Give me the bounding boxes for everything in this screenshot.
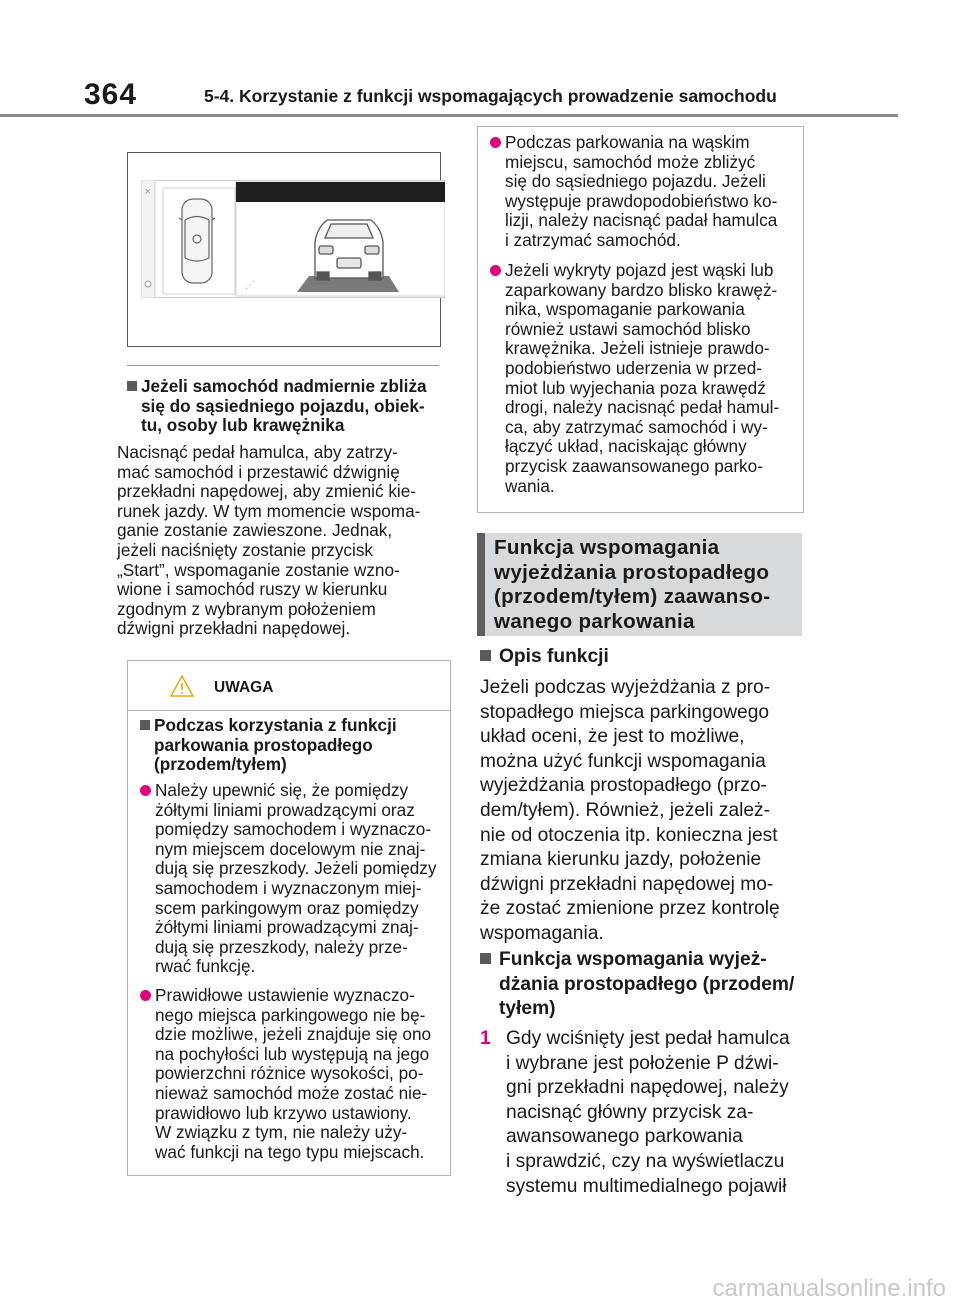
- note-bullet-1: Podczas parkowania na wąskim miejscu, samochód może zbliżyć się do sąsiedniego pojazdu. Jeżeli występuje prawdopodobieństwo ko- lizji, należy nacisnąć padał hamulca i zatrzymać samochód.: [490, 133, 800, 251]
- watermark: carmanualsonline.info: [712, 1275, 946, 1302]
- note-box: [477, 126, 804, 513]
- step-1: 1 Gdy wciśnięty jest pedał hamulca i wybrane jest położenie P dźwi- gni przekładni napędowej, należy nacisnąć główny przycisk za- awansowanego parkowania i sprawdzić, czy na wyświetlaczu systemu multimedialnego pojawił: [480, 1028, 790, 1197]
- caution-label: UWAGA: [214, 679, 274, 696]
- section-divider: [127, 365, 439, 366]
- square-bullet-icon: [140, 720, 150, 730]
- subheading-description: Opis funkcji: [480, 645, 810, 670]
- warning-triangle-icon: [170, 675, 194, 697]
- page-number: 364: [84, 78, 138, 111]
- caution-header: [128, 661, 450, 711]
- header-rule: [0, 114, 898, 117]
- step-number: 1: [480, 1028, 491, 1049]
- section-header: [477, 533, 802, 636]
- note-bullet-2: Jeżeli wykryty pojazd jest wąski lub zaparkowany bardzo blisko krawęż- nika, wspomaganie parkowania również ustawi samochód blisko krawężnika. Jeżeli istnieje prawdo- podobieństwo uderzenia w przed- miot lub wyjechania poza krawędź drogi, należy nacisnąć pedał hamul- ca, aby zatrzymać samochód i wy- łączyć układ, naciskając główny przycisk zaawansowanego parko- wania.: [490, 261, 800, 496]
- caution-bullet-1: Należy upewnić się, że pomiędzy żółtymi liniami prowadzącymi oraz pomiędzy samochodem i wyznaczo- nym miejscem docelowym nie znaj- dują się przeszkody. Jeżeli pomiędzy samochodem i wyznaczonym miej- scem parkingowym oraz pomiędzy żółtymi liniami prowadzącymi znaj- dują się przeszkody, należy prze- rwać funkcję.: [140, 781, 448, 977]
- square-bullet-icon: [480, 650, 491, 661]
- caution-bullet-2: Prawidłowe ustawienie wyznaczo- nego miejsca parkingowego nie bę- dzie możliwe, jeżeli znajduje się ono na pochyłości lub występują na jego powierzchni różnice wysokości, po- nieważ samochód może zostać nie- prawidłowo lub krzywo ustawiony. W związku z tym, nie należy uży- wać funkcji na tego typu miejscach.: [140, 986, 448, 1162]
- parking-screen-illustration: [141, 180, 445, 298]
- pink-bullet-icon: [490, 265, 501, 276]
- section-title: Funkcja wspomagania wyjeżdżania prostopadłego (przodem/tyłem) zaawanso- wanego parkowania: [494, 536, 771, 633]
- caution-divider: [128, 710, 450, 711]
- subheading-exit-assist: Funkcja wspomagania wyjeż- dżania prostopadłego (przodem/ tyłem): [480, 948, 815, 1022]
- description-body: Jeżeli podczas wyjeżdżania z pro- stopadłego miejsca parkingowego układ oceni, że jest to możliwe, można użyć funkcji wspomagania wyjeżdżania prostopadłego (przo- dem/tyłem). Również, jeżeli zależ- nie od otoczenia itp. konieczna jest zmiana kierunku jazdy, położenie dźwigni przekładni napędowej mo- że zostać zmienione przez kontrolę wspomagania.: [480, 677, 780, 944]
- square-bullet-icon: [480, 953, 491, 964]
- section-header-bar: [477, 533, 485, 636]
- caution-subheading: Podczas korzystania z funkcji parkowania prostopadłego (przodem/tyłem): [140, 716, 445, 775]
- pink-bullet-icon: [140, 785, 151, 796]
- svg-text:⋰: ⋰: [245, 280, 255, 291]
- pink-bullet-icon: [490, 137, 501, 148]
- left-body-text: Nacisnąć pedał hamulca, aby zatrzy- mać samochód i przestawić dźwignię przekładni napędowej, aby zmienić kie- runek jazdy. W tym momencie wspoma- ganie zostanie zawieszone. Jednak, jeżeli naciśnięty zostanie przycisk „Start”, wspomaganie zostanie wzno- wione i samochód ruszy w kierunku zgodnym z wybranym położeniem dźwigni przekładni napędowej.: [117, 442, 421, 639]
- parking-display-figure: [127, 152, 441, 347]
- pink-bullet-icon: [140, 990, 151, 1001]
- left-subheading: Jeżeli samochód nadmiernie zbliża się do sąsiedniego pojazdu, obiek- tu, osoby lub krawężnika: [127, 377, 457, 436]
- chapter-title: 5-4. Korzystanie z funkcji wspomagających prowadzenie samochodu: [204, 86, 777, 106]
- svg-text:×: ×: [144, 187, 152, 197]
- square-bullet-icon: [127, 381, 137, 391]
- caution-box: [127, 660, 451, 1176]
